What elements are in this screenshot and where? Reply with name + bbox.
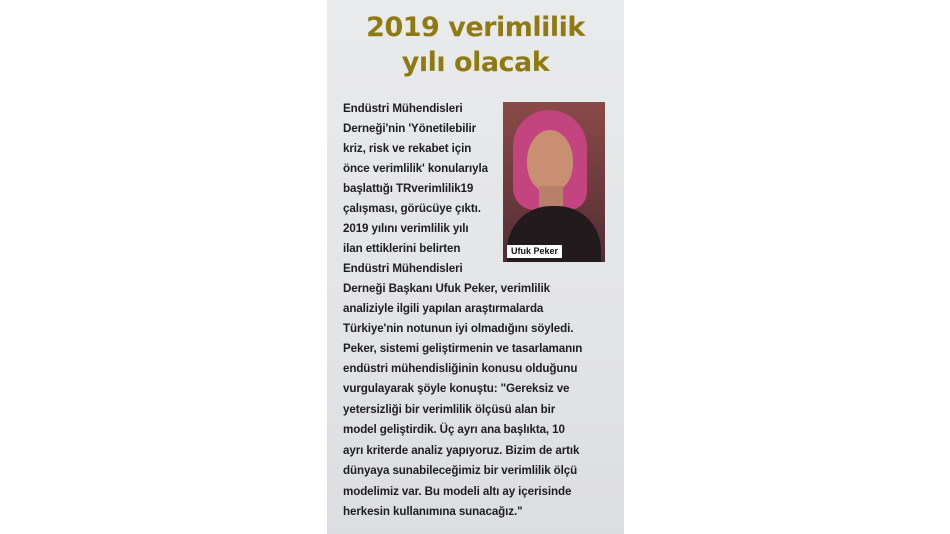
body-line: model geliştirdik. Üç ayrı ana başlıkta, 10: [343, 423, 565, 436]
body-line: Endüstri Mühendisleri: [343, 262, 463, 275]
article-body: [327, 0, 624, 534]
body-line: analiziyle ilgili yapılan araştırmalarda: [343, 302, 544, 315]
body-line: ilan ettiklerini belirten: [343, 242, 461, 255]
body-line: çalışması, görücüye çıktı.: [343, 202, 481, 215]
body-line: vurgulayarak şöyle konuştu: "Gereksiz ve: [343, 382, 570, 395]
body-line: önce verimlilik' konularıyla: [343, 162, 488, 175]
body-line: ayrı kriterde analiz yapıyoruz. Bizim de artık: [343, 444, 580, 457]
body-line: yetersizliği bir verimlilik ölçüsü alan bir: [343, 403, 556, 416]
body-line: Derneği'nin 'Yönetilebilir: [343, 122, 477, 135]
body-line: 2019 yılını verimlilik yılı: [343, 222, 469, 235]
body-line: Derneği Başkanı Ufuk Peker, verimlilik: [343, 282, 550, 295]
body-line: Peker, sistemi geliştirmenin ve tasarlamanın: [343, 342, 583, 355]
photo-caption: Ufuk Peker: [507, 245, 562, 258]
headline-line-1: 2019 verimlilik: [366, 12, 585, 43]
body-line: herkesin kullanımına sunacağız.": [343, 505, 523, 518]
body-line: kriz, risk ve rekabet için: [343, 142, 472, 155]
headline-line-2: yılı olacak: [401, 47, 550, 78]
newspaper-clipping: [327, 0, 624, 534]
body-line: başlattığı TRverimlilik19: [343, 182, 474, 195]
body-line: endüstri mühendisliğinin konusu olduğunu: [343, 362, 578, 375]
body-line: modelimiz var. Bu modeli altı ay içerisinde: [343, 485, 572, 498]
body-line: Endüstri Mühendisleri: [343, 102, 463, 115]
body-line: dünyaya sunabileceğimiz bir verimlilik ölçü: [343, 464, 578, 477]
body-line: Türkiye'nin notunun iyi olmadığını söyledi.: [343, 322, 574, 335]
